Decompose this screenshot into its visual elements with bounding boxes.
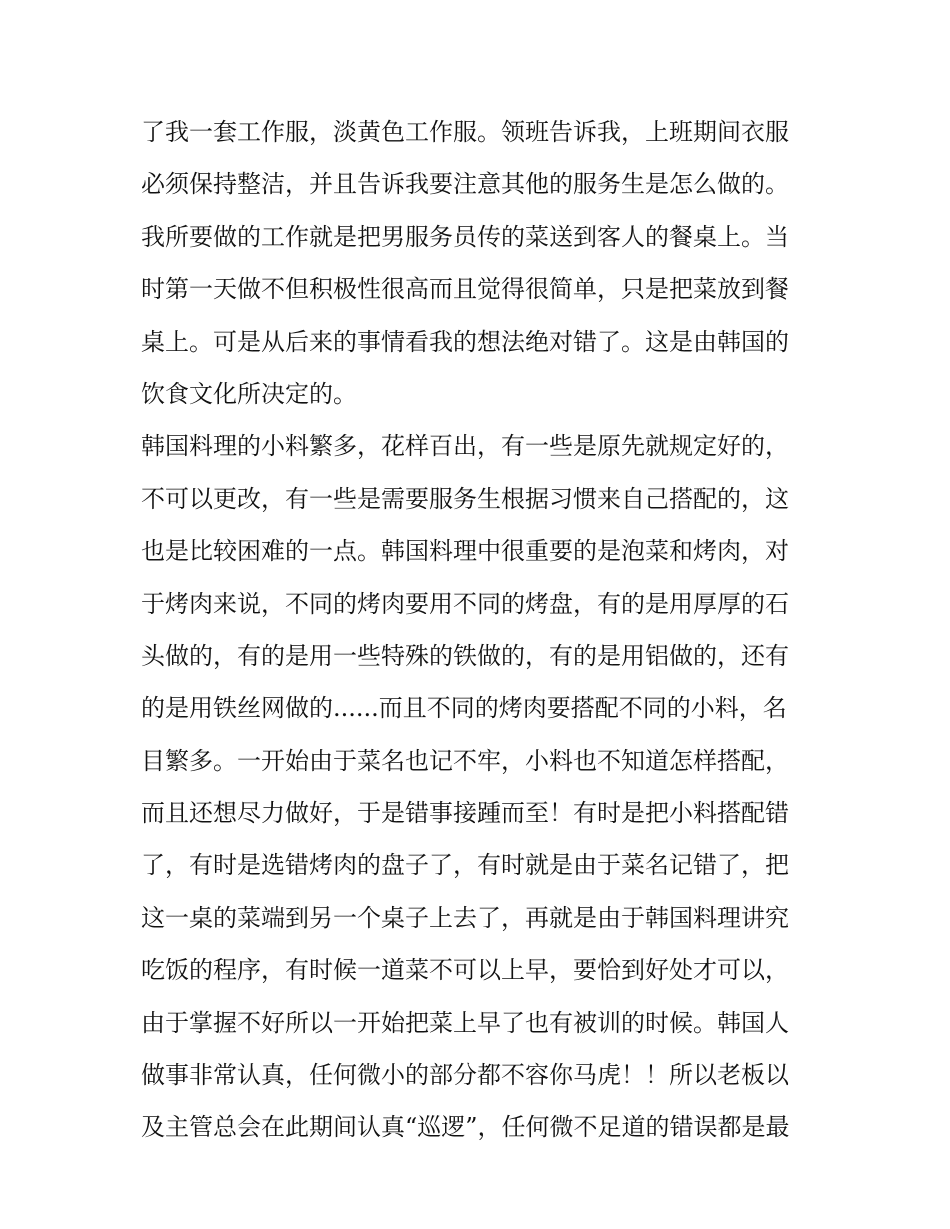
text-line: 桌上。可是从后来的事情看我的想法绝对错了。这是由韩国的 [141, 327, 789, 356]
text-line: 我所要做的工作就是把男服务员传的菜送到客人的餐桌上。当 [141, 222, 789, 251]
text-line: 饮食文化所决定的。 [141, 379, 357, 408]
text-line: 由于掌握不好所以一开始把菜上早了也有被训的时候。韩国人 [141, 1008, 789, 1037]
text-line: 头做的，有的是用一些特殊的铁做的，有的是用铝做的，还有 [141, 641, 789, 670]
text-line: 时第一天做不但积极性很高而且觉得很简单，只是把菜放到餐 [141, 275, 789, 304]
text-line: 必须保持整洁，并且告诉我要注意其他的服务生是怎么做的。 [141, 170, 789, 199]
text-line: 这一桌的菜端到另一个桌子上去了，再就是由于韩国料理讲究 [141, 903, 789, 932]
text-line: 了我一套工作服，淡黄色工作服。领班告诉我，上班期间衣服 [141, 118, 789, 146]
text-line: 的是用铁丝网做的......而且不同的烤肉要搭配不同的小料，名 [141, 694, 787, 723]
text-line: 做事非常认真，任何微小的部分都不容你马虎！！所以老板以 [141, 1061, 789, 1090]
text-line: 不可以更改，有一些是需要服务生根据习惯来自己搭配的，这 [141, 484, 789, 513]
text-line: 也是比较困难的一点。韩国料理中很重要的是泡菜和烤肉，对 [141, 537, 789, 566]
text-line: 及主管总会在此期间认真“巡逻”，任何微不足道的错误都是最 [141, 1113, 790, 1142]
text-line: 吃饭的程序，有时候一道菜不可以上早，要恰到好处才可以， [141, 956, 789, 985]
text-line: 韩国料理的小料繁多，花样百出，有一些是原先就规定好的， [141, 432, 789, 461]
text-line: 而且还想尽力做好，于是错事接踵而至！有时是把小料搭配错 [141, 799, 789, 828]
text-line: 于烤肉来说，不同的烤肉要用不同的烤盘，有的是用厚厚的石 [141, 589, 789, 618]
body-text [141, 106, 821, 1154]
text-line: 目繁多。一开始由于菜名也记不牢，小料也不知道怎样搭配， [141, 746, 789, 775]
text-line: 了，有时是选错烤肉的盘子了，有时就是由于菜名记错了，把 [141, 851, 789, 880]
